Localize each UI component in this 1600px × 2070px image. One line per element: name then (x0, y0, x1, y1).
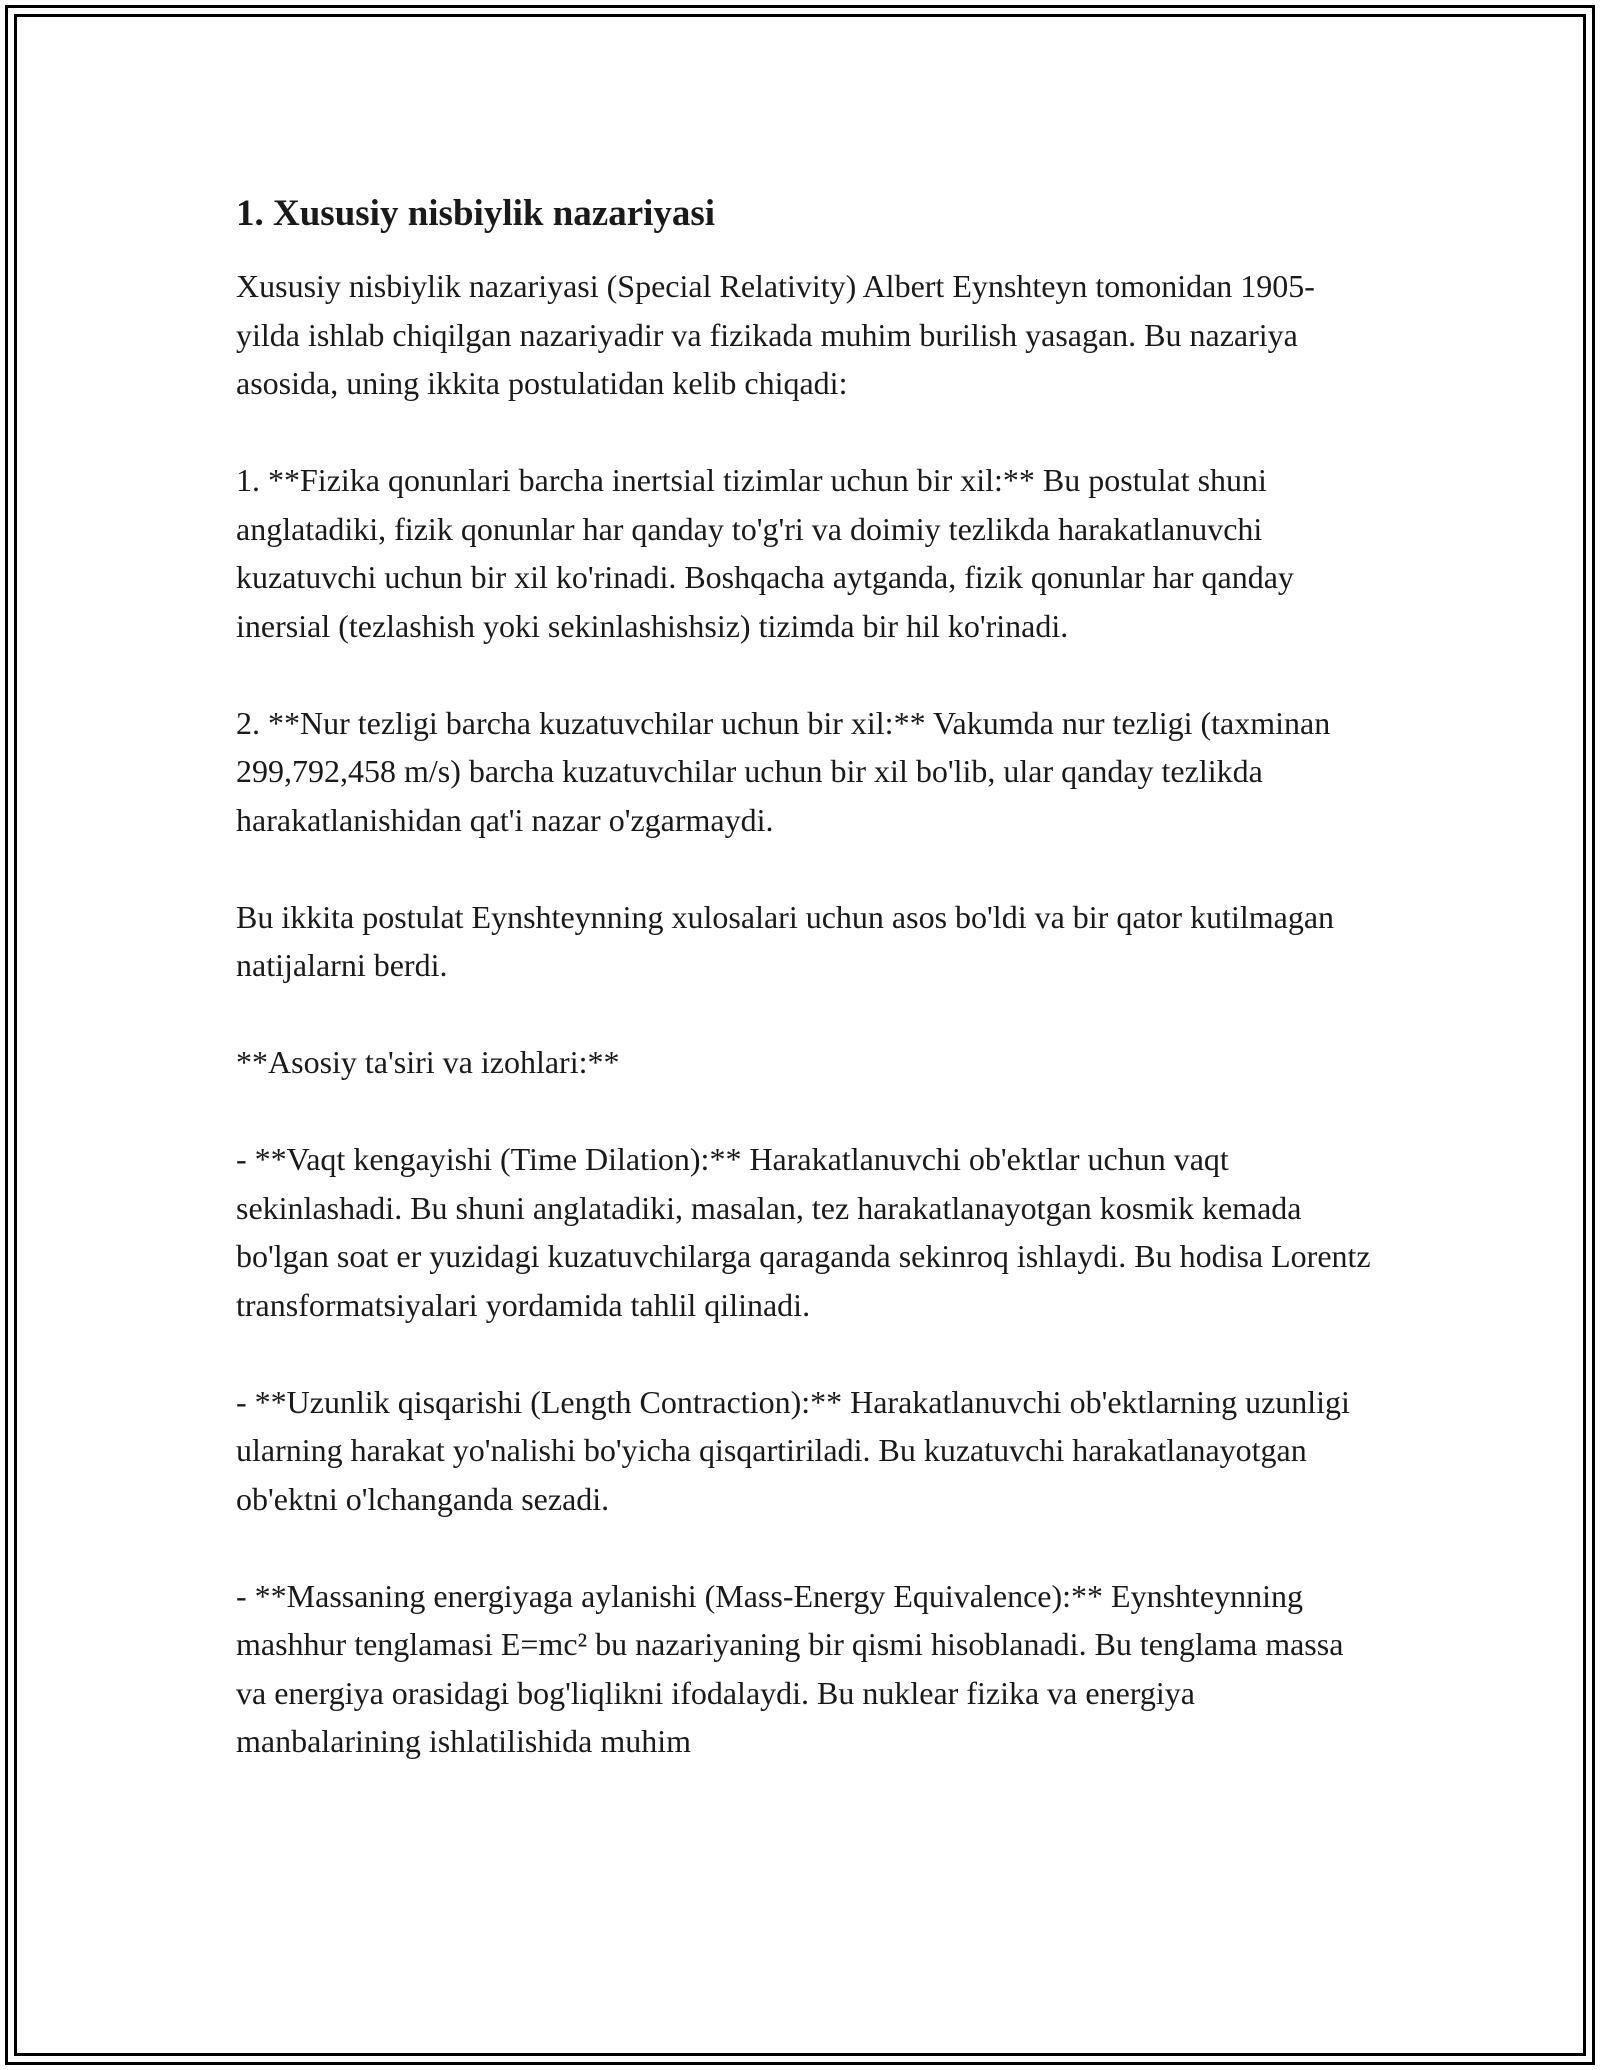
mass-energy-paragraph: - **Massaning energiyaga aylanishi (Mass-Energy Equivalence):** Eynshteynning mashhur tenglamasi E=mc² bu nazariyaning bir qismi hisoblanadi. Bu tenglama massa va energiya orasidagi bog'liqlikni ifodalaydi. Bu nuklear fizika va energiya manbalarining ishlatilishida muhim (236, 1577, 1344, 1759)
document-title: 1. Xususiy nisbiylik nazariyasi (236, 193, 716, 234)
document-page (236, 190, 1376, 1814)
postulate-2-paragraph: 2. **Nur tezligi barcha kuzatuvchilar uchun bir xil:** Vakumda nur tezligi (taxminan 299,792,458 m/s) barcha kuzatuvchilar uchun bir xil bo'lib, ular qanday tezlikda harakatlanishidan qat'i nazar o'zgarmaydi. (236, 704, 1331, 838)
length-contraction-paragraph: - **Uzunlik qisqarishi (Length Contraction):** Harakatlanuvchi ob'ektlarning uzunligi ularning harakat yo'nalishi bo'yicha qisqartiriladi. Bu kuzatuvchi harakatlanayotgan ob'ektni o'lchanganda sezadi. (236, 1383, 1350, 1517)
section-heading: **Asosiy ta'siri va izohlari:** (236, 1044, 620, 1080)
conclusion-paragraph: Bu ikkita postulat Eynshteynning xulosalari uchun asos bo'ldi va bir qator kutilmagan natijalarni berdi. (236, 898, 1335, 983)
time-dilation-paragraph: - **Vaqt kengayishi (Time Dilation):** Harakatlanuvchi ob'ektlar uchun vaqt sekinlashadi. Bu shuni anglatadiki, masalan, tez harakatlanayotgan kosmik kemada bo'lgan soat er yuzidagi kuzatuvchilarga qaraganda sekinroq ishlaydi. Bu hodisa Lorentz transformatsiyalari yordamida tahlil qilinadi. (236, 1141, 1371, 1323)
intro-paragraph: Xususiy nisbiylik nazariyasi (Special Relativity) Albert Eynshteyn tomonidan 1905-yilda ishlab chiqilgan nazariyadir va fizikada muhim burilish yasagan. Bu nazariya asosida, uning ikkita postulatidan kelib chiqadi: (236, 268, 1315, 401)
postulate-1-paragraph: 1. **Fizika qonunlari barcha inertsial tizimlar uchun bir xil:** Bu postulat shuni anglatadiki, fizik qonunlar har qanday to'g'ri va doimiy tezlikda harakatlanuvchi kuzatuvchi uchun bir xil ko'rinadi. Boshqacha aytganda, fizik qonunlar har qanday inersial (tezlashish yoki sekinlashishsiz) tizimda bir hil ko'rinadi. (236, 462, 1294, 644)
